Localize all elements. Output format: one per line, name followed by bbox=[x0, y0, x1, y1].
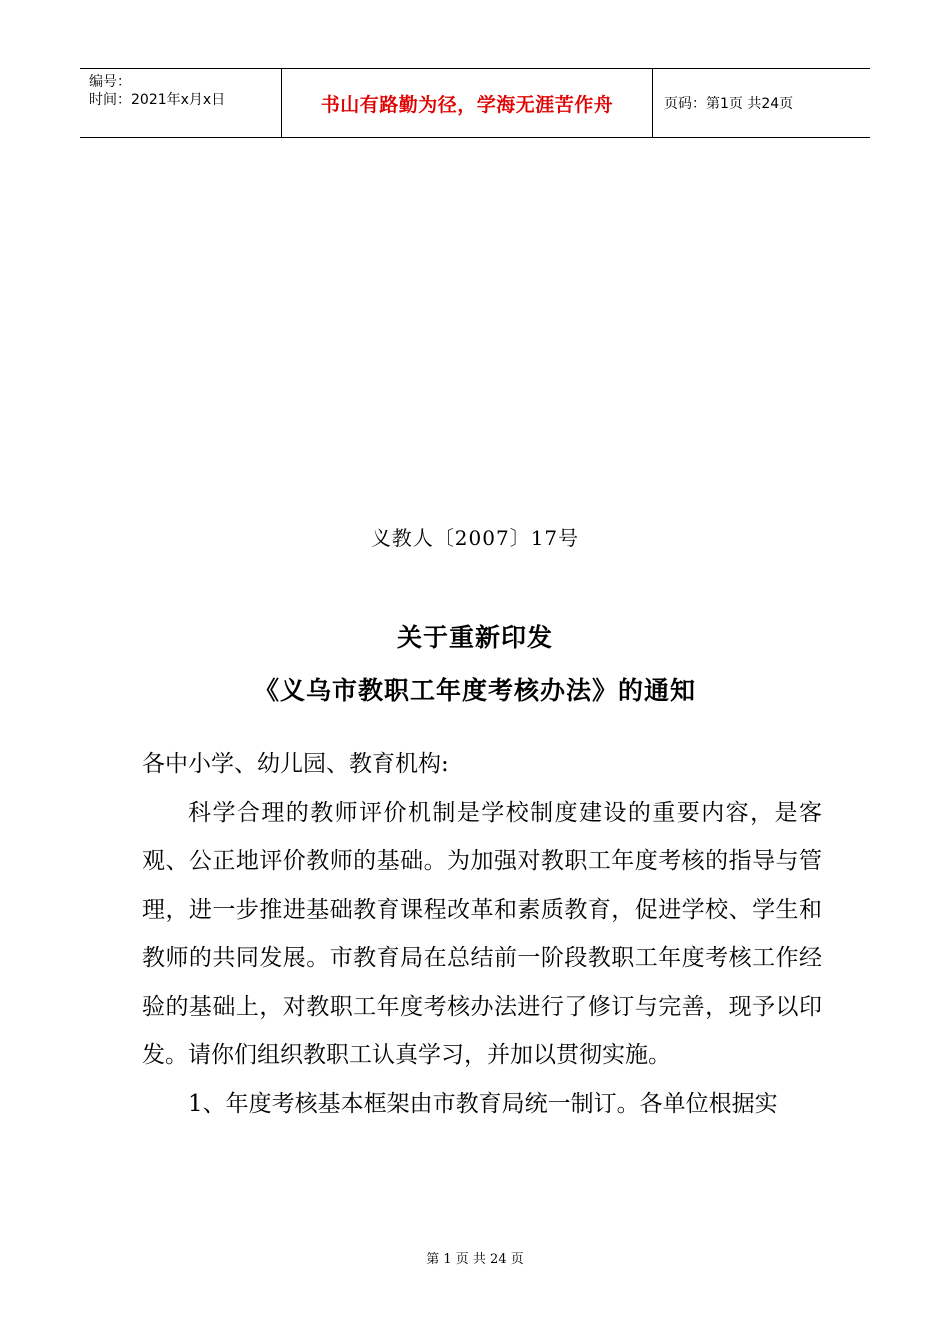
document-title-line1: 关于重新印发 bbox=[396, 623, 553, 652]
page-info: 页码：第1页 共24页 bbox=[664, 96, 794, 112]
motto-text: 书山有路勤为径，学海无涯苦作舟 bbox=[320, 93, 614, 116]
document-number: 义教人〔2007〕17号 bbox=[370, 526, 580, 550]
header-page-cell bbox=[653, 69, 870, 137]
header-meta-cell bbox=[80, 69, 282, 137]
header-motto-cell bbox=[282, 69, 653, 137]
document-body bbox=[142, 740, 822, 1128]
time-label: 时间：2021年x月x日 bbox=[89, 92, 226, 108]
salutation: 各中小学、幼儿园、教育机构: bbox=[142, 751, 449, 777]
header-table bbox=[80, 68, 870, 138]
body-paragraph-1: 科学合理的教师评价机制是学校制度建设的重要内容，是客观、公正地评价教师的基础。为加强对教职工年度考核的指导与管理，进一步推进基础教育课程改革和素质教育，促进学校、学生和教师的共同发展。市教育局在总结前一阶段教职工年度考核工作经验的基础上，对教职工年度考核办法进行了修订与完善，现予以印发。请你们组织教职工认真学习，并加以贯彻实施。 bbox=[142, 799, 822, 1068]
document-title-line2: 《义乌市教职工年度考核办法》的通知 bbox=[253, 676, 696, 705]
body-paragraph-2: 1、年度考核基本框架由市教育局统一制订。各单位根据实 bbox=[188, 1090, 778, 1117]
page-footer: 第 1 页 共 24 页 bbox=[426, 1252, 524, 1267]
serial-label: 编号： bbox=[89, 74, 131, 90]
